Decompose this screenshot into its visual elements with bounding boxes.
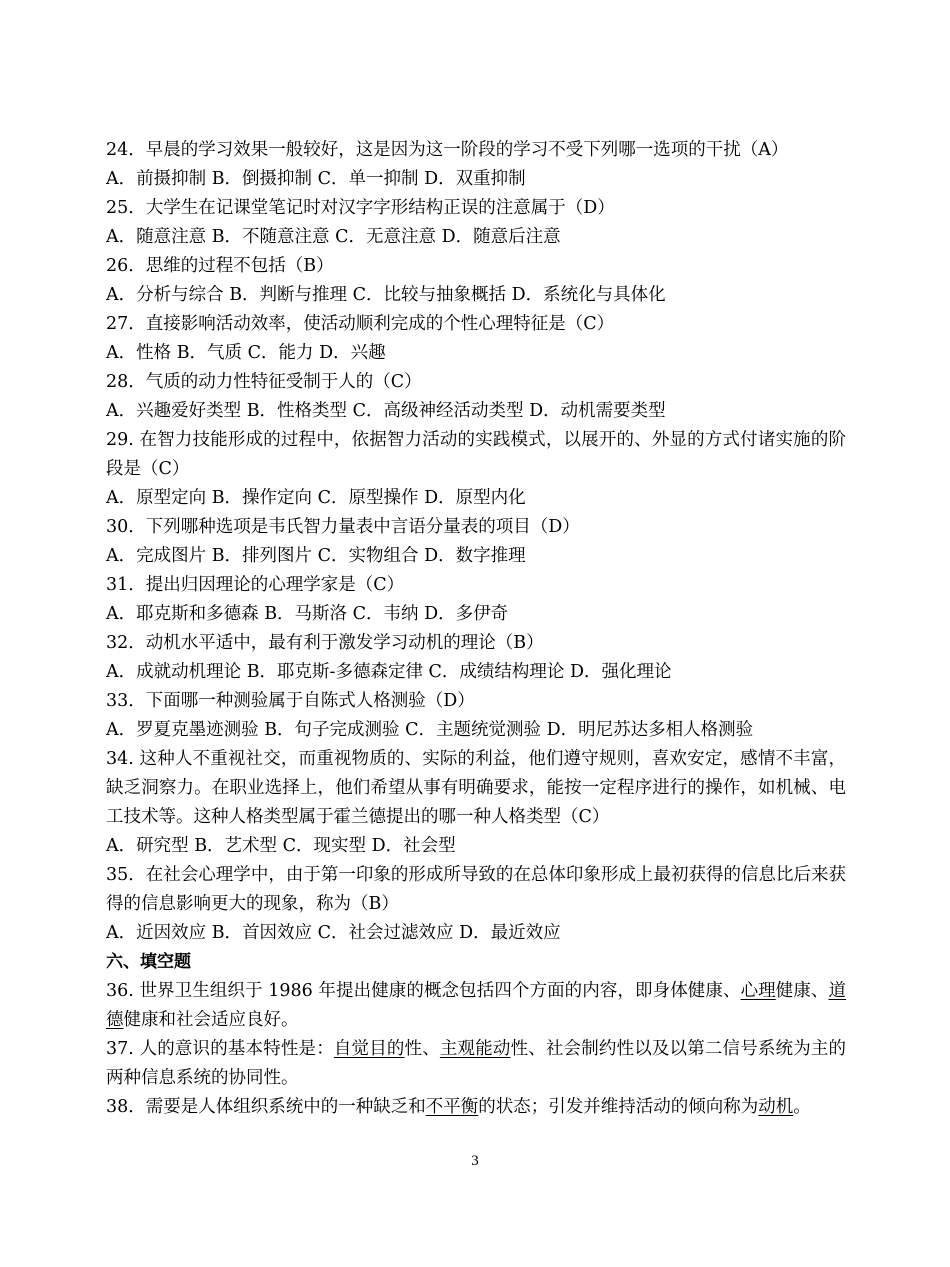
- q36-text-c: 健康和社会适应良好。: [123, 1010, 299, 1030]
- q36-answer-1: 心理: [740, 981, 776, 1001]
- page-number: 3: [471, 1153, 479, 1169]
- question-24: 24．早晨的学习效果一般较好，这是因为这一阶段的学习不受下列哪一选项的干扰（A）: [106, 140, 789, 160]
- options-28: A．兴趣爱好类型 B．性格类型 C．高级神经活动类型 D．动机需要类型: [106, 401, 666, 421]
- question-34: 34. 这种人不重视社交，而重视物质的、实际的利益，他们遵守规则，喜欢安定，感情不丰富，缺乏洞察力。在职业选择上，他们希望从事有明确要求，能按一定程序进行的操作，如机械、电工技术等。这种人格类型属于霍兰德提出的哪一种人格类型（C）: [106, 749, 846, 827]
- options-25: A．随意注意 B．不随意注意 C．无意注意 D．随意后注意: [106, 227, 561, 247]
- q36-text-a: 36. 世界卫生组织于 1986 年提出健康的概念包括四个方面的内容，即身体健康、: [106, 981, 741, 1001]
- options-26: A．分析与综合 B．判断与推理 C．比较与抽象概括 D．系统化与具体化: [106, 285, 666, 305]
- q37-answer-2: 主观能动: [439, 1039, 511, 1059]
- q38-text-b: 的状态；引发并维持活动的倾向称为: [478, 1097, 759, 1117]
- q38-text-c: 。: [793, 1097, 811, 1117]
- question-25: 25．大学生在记课堂笔记时对汉字字形结构正误的注意属于（D）: [106, 198, 615, 218]
- question-26: 26．思维的过程不包括（B）: [106, 256, 334, 276]
- question-28: 28．气质的动力性特征受制于人的（C）: [106, 372, 422, 392]
- page-content: [106, 136, 846, 1122]
- question-29: 29. 在智力技能形成的过程中，依据智力活动的实践模式，以展开的、外显的方式付诸实施的阶段是（C）: [106, 430, 846, 479]
- q37-text-b: 性、: [404, 1039, 440, 1059]
- question-30: 30．下列哪种选项是韦氏智力量表中言语分量表的项目（D）: [106, 517, 580, 537]
- options-27: A．性格 B．气质 C．能力 D．兴趣: [106, 343, 386, 363]
- options-34: A．研究型 B．艺术型 C．现实型 D．社会型: [106, 836, 456, 856]
- question-31: 31．提出归因理论的心理学家是（C）: [106, 575, 405, 595]
- options-31: A．耶克斯和多德森 B．马斯洛 C．韦纳 D．多伊奇: [106, 604, 509, 624]
- question-33: 33．下面哪一种测验属于自陈式人格测验（D）: [106, 691, 475, 711]
- q37-answer-1: 自觉目的: [333, 1039, 405, 1059]
- question-27: 27．直接影响活动效率，使活动顺利完成的个性心理特征是（C）: [106, 314, 615, 334]
- q38-answer-1: 不平衡: [425, 1097, 479, 1117]
- q36-answer-2: 道德: [106, 981, 847, 1030]
- question-32: 32．动机水平适中，最有利于激发学习动机的理论（B）: [106, 633, 544, 653]
- options-30: A．完成图片 B．排列图片 C．实物组合 D．数字推理: [106, 546, 526, 566]
- options-35: A．近因效应 B．首因效应 C．社会过滤效应 D．最近效应: [106, 923, 561, 943]
- options-33: A．罗夏克墨迹测验 B．句子完成测验 C．主题统觉测验 D．明尼苏达多相人格测验: [106, 720, 754, 740]
- q37-text-c: 性、社会制约性以及以第二信号系统为主的两种信息系统的协同性。: [106, 1039, 847, 1088]
- question-35: 35．在社会心理学中，由于第一印象的形成所导致的在总体印象形成上最初获得的信息比后来获得的信息影响更大的现象，称为（B）: [106, 865, 846, 914]
- options-24: A．前摄抑制 B．倒摄抑制 C．单一抑制 D．双重抑制: [106, 169, 526, 189]
- q38-answer-2: 动机: [758, 1097, 794, 1117]
- q38-text-a: 38．需要是人体组织系统中的一种缺乏和: [106, 1097, 426, 1117]
- question-38: [106, 1093, 846, 1122]
- options-32: A．成就动机理论 B．耶克斯-多德森定律 C．成绩结构理论 D．强化理论: [106, 662, 672, 682]
- question-37: [106, 1035, 846, 1093]
- q37-text-a: 37. 人的意识的基本特性是：: [106, 1039, 334, 1059]
- question-36: [106, 977, 846, 1035]
- section-heading: 六、填空题: [106, 952, 191, 972]
- options-29: A．原型定向 B．操作定向 C．原型操作 D．原型内化: [106, 488, 526, 508]
- q36-text-b: 健康、: [775, 981, 829, 1001]
